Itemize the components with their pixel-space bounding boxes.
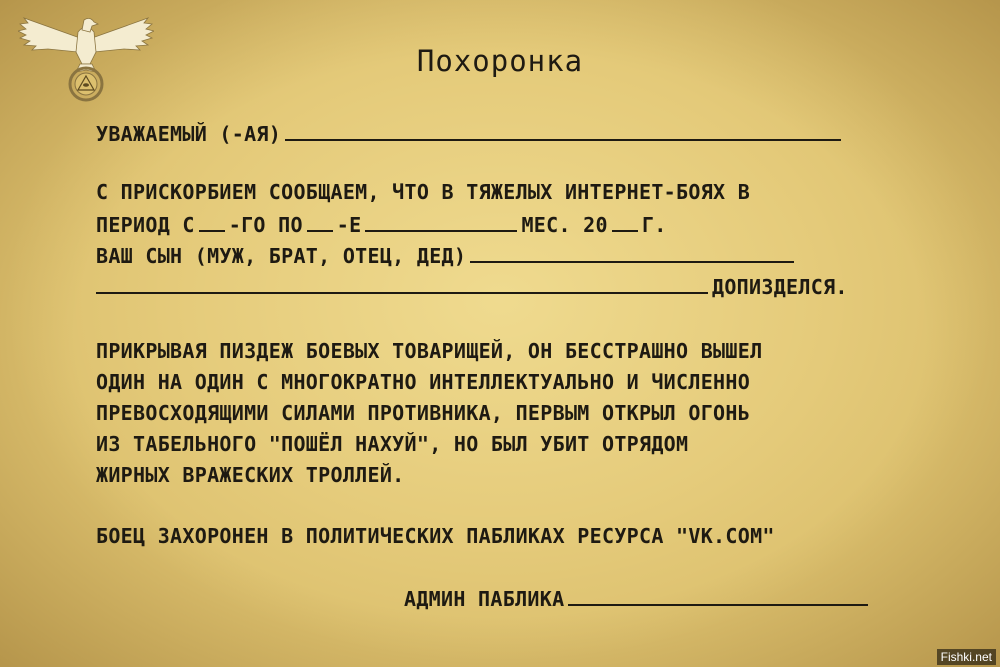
month-year-label: МЕС. 20 <box>521 213 608 237</box>
paragraph1-line2 <box>96 210 667 238</box>
site-watermark: Fishki.net <box>937 649 996 665</box>
signature-line <box>404 584 872 612</box>
signature-label: АДМИН ПАБЛИКА <box>404 587 565 611</box>
document-title: Похоронка <box>416 44 584 78</box>
relative-name-blank[interactable] <box>470 241 794 263</box>
relative-label: ВАШ СЫН (МУЖ, БРАТ, ОТЕЦ, ДЕД) <box>96 244 467 268</box>
outcome-label: ДОПИЗДЕЛСЯ. <box>712 275 848 299</box>
paragraph2-line1: ПРИКРЫВАЯ ПИЗДЕЖ БОЕВЫХ ТОВАРИЩЕЙ, ОН БЕССТРАШНО ВЫШЕЛ <box>96 339 763 363</box>
paragraph2-line2: ОДИН НА ОДИН С МНОГОКРАТНО ИНТЕЛЛЕКТУАЛЬНО И ЧИСЛЕННО <box>96 370 751 394</box>
paragraph3-line: БОЕЦ ЗАХОРОНЕН В ПОЛИТИЧЕСКИХ ПАБЛИКАХ РЕСУРСА "VK.COM" <box>96 524 775 548</box>
year-suffix-label: Г. <box>641 213 667 237</box>
period-from-label: ПЕРИОД С <box>96 213 195 237</box>
recipient-name-blank[interactable] <box>285 119 841 141</box>
paragraph1-line4 <box>96 272 848 300</box>
paragraph2-line3: ПРЕВОСХОДЯЩИМИ СИЛАМИ ПРОТИВНИКА, ПЕРВЫМ ОТКРЫЛ ОГОНЬ <box>96 401 751 425</box>
start-day-blank[interactable] <box>199 210 225 232</box>
signature-blank[interactable] <box>568 584 868 606</box>
deceased-name-blank[interactable] <box>96 272 708 294</box>
month-blank[interactable] <box>365 210 517 232</box>
end-day-blank[interactable] <box>307 210 333 232</box>
paragraph1-line3 <box>96 241 798 269</box>
greeting-line <box>96 119 845 147</box>
period-to-label: -ГО ПО <box>228 213 303 237</box>
paragraph1-line1: С ПРИСКОРБИЕМ СООБЩАЕМ, ЧТО В ТЯЖЕЛЫХ ИНТЕРНЕТ-БОЯХ В <box>96 180 751 204</box>
paragraph2-line4: ИЗ ТАБЕЛЬНОГО "ПОШЁЛ НАХУЙ", НО БЫЛ УБИТ ОТРЯДОМ <box>96 432 689 456</box>
end-suffix-label: -Е <box>336 213 362 237</box>
paragraph2-line5: ЖИРНЫХ ВРАЖЕСКИХ ТРОЛЛЕЙ. <box>96 463 405 487</box>
year-blank[interactable] <box>612 210 638 232</box>
greeting-label: УВАЖАЕМЫЙ (-АЯ) <box>96 122 282 146</box>
